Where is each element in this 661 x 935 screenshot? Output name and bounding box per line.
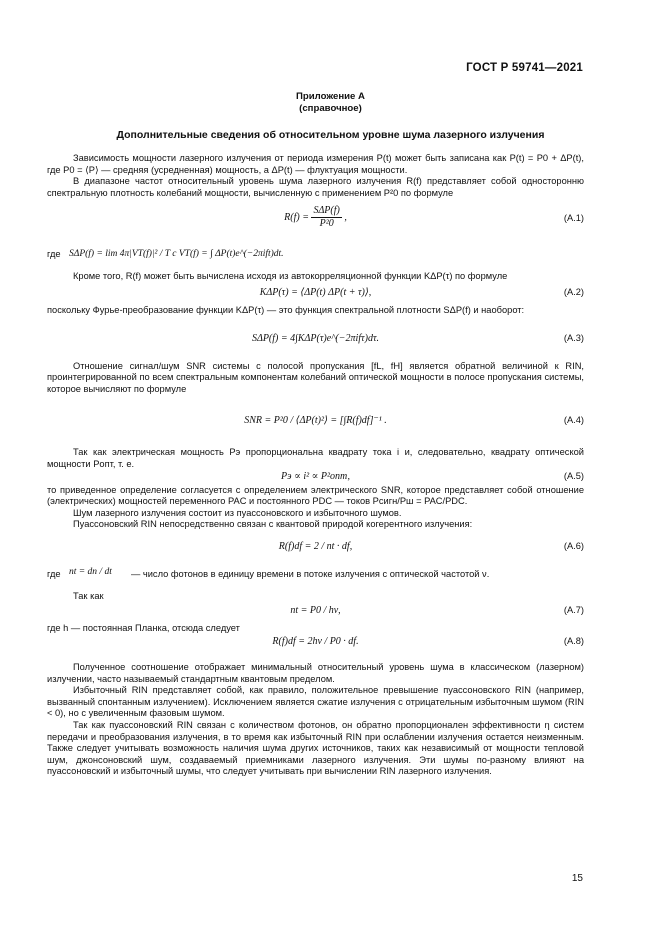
paragraph-1: Зависимость мощности лазерного излучения от периода измерения P(t) может быть записана как P(t) = P0 + ΔP(t), где P0 = ⟨P⟩ — средняя (усредненная) мощность, а ΔP(t) — флуктуация мощности. — [47, 153, 584, 175]
paragraph-4: поскольку Фурье-преобразование функции KΔP(τ) — это функция спектральной плотности SΔP(f) и наоборот: — [47, 304, 525, 315]
standard-header: ГОСТ Р 59741—2021 — [466, 62, 583, 74]
annex-subtitle: (справочное) — [299, 103, 362, 114]
formula-a1 — [47, 199, 584, 235]
formula-a3-label: (A.3) — [563, 332, 584, 343]
where-text-2: — число фотонов в единицу времени в потоке излучения с оптической частотой ν. — [131, 568, 490, 579]
where-formula-2: nt = dn / dt — [69, 566, 112, 577]
formula-a3-expr: SΔP(f) = 4∫KΔP(τ)e^(−2πifτ)dτ. — [251, 332, 380, 344]
annex-title: Приложение А — [296, 91, 365, 102]
annex-heading — [0, 91, 661, 115]
where-block-1 — [47, 235, 584, 271]
formula-a5 — [47, 471, 584, 485]
where-formula-1: SΔP(f) = lim 4π|VT(f)|² / T с VT(f) = ∫ ΔP(t)e^(−2πift)dt. — [69, 249, 284, 260]
formula-a1-lhs: R(f) = — [284, 212, 309, 224]
formula-a1-tail: , — [344, 212, 347, 224]
formula-a1-label: (A.1) — [563, 213, 584, 224]
paragraph-13: Полученное соотношение отображает минимальный относительный уровень шума в классическом (лазерном) излучении, часто называемый стандартным квантовым пределом. — [47, 662, 584, 684]
formula-a6-expr: R(f)df = 2 / nt · df, — [278, 540, 353, 552]
formula-a4-label: (A.4) — [563, 415, 584, 426]
paragraph-12: где h — постоянная Планка, отсюда следует — [47, 622, 240, 633]
paragraph-8: Шум лазерного излучения состоит из пуассоновского и избыточного шумов. — [73, 507, 402, 518]
paragraph-14: Избыточный RIN представляет собой, как правило, положительное превышение пуассоновского RIN (например, вызванный спонтанным излучением). Исключением является сжатие излучения с отрицательным избыточным шумом (RIN < 0), но с увеличенным фазовым шумом. — [47, 685, 584, 719]
formula-a7-expr: nt = P0 / hν, — [290, 604, 341, 616]
formula-a4-expr: SNR = P²0 / ⟨ΔP(t)²⟩ = [∫R(f)df]⁻¹ . — [244, 415, 387, 427]
paragraph-11: Так как — [73, 590, 104, 601]
paragraph-7: то приведенное определение согласуется с определением электрического SNR, которое представляет собой отношение (электрических) мощностей переменного PAC и постоянного PDC — токов Pсигн/Pш = PAC/PDC. — [47, 484, 584, 507]
paragraph-2: В диапазоне частот относительный уровень шума лазерного излучения R(f) представляет собой односторонню спектральную плотность колебаний мощности, вычисленную с применением P²0 по формуле — [47, 176, 584, 198]
formula-a7-label: (A.7) — [563, 604, 584, 615]
formula-a8-expr: R(f)df = 2hν / P0 · df. — [272, 636, 359, 648]
formula-a7 — [47, 603, 584, 623]
formula-a1-denominator: P²0 — [319, 218, 334, 230]
where-block-2 — [47, 563, 584, 591]
where-word-1: где — [47, 249, 61, 260]
paragraph-3: Кроме того, R(f) может быть вычислена исходя из автокорреляционной функции KΔP(τ) по формуле — [73, 271, 508, 282]
formula-a6 — [47, 531, 584, 563]
document-body — [47, 153, 584, 778]
page-number: 15 — [571, 873, 583, 884]
section-title: Дополнительные сведения об относительном уровне шума лазерного излучения — [116, 129, 545, 141]
formula-a2 — [47, 283, 584, 305]
formula-a3 — [47, 317, 584, 361]
formula-a5-expr: Pэ ∝ i² ∝ P²опт, — [281, 470, 350, 482]
formula-a1-numerator: SΔP(f) — [313, 205, 340, 217]
formula-a5-label: (A.5) — [563, 470, 584, 481]
where-word-2: где — [47, 568, 61, 579]
paragraph-15: Так как пуассоновский RIN связан с количеством фотонов, он обратно пропорционален эффективности η систем передачи и преобразования излучения, в то время как избыточный RIN при ослаблении излучения остается неизменным. Также следует учитывать возможность наличия шума других источников, таких как независимый от мощности тепловой шум, джонсоновский шум, создаваемый приемниками лазерного излучения. Эти шумы по-разному влияют на пуассоновский и избыточный шумы, что следует учитывать при вычислении RIN лазерного излучения. — [47, 720, 584, 777]
formula-a8-label: (A.8) — [563, 636, 584, 647]
formula-a8 — [47, 634, 584, 658]
formula-a1-fraction — [311, 205, 341, 230]
paragraph-6: Так как электрическая мощность Pэ пропорциональна квадрату тока i и, следовательно, квадрату оптической мощности Pопт, т. е. — [47, 447, 584, 469]
formula-a2-label: (A.2) — [563, 286, 584, 297]
formula-a4 — [47, 395, 584, 447]
formula-a6-label: (A.6) — [563, 540, 584, 551]
paragraph-9: Пуассоновский RIN непосредственно связан с квантовой природой когерентного излучения: — [73, 519, 473, 530]
formula-a2-expr: KΔP(τ) = ⟨ΔP(t) ΔP(t + τ)⟩, — [259, 286, 372, 298]
paragraph-5: Отношение сигнал/шум SNR системы с полосой пропускания [fL, fH] является обратной величиной к RIN, проинтегрированной по всем спектральным компонентам колебаний оптической мощности в полосе пропускания системы, которое вычисляют по формуле — [47, 360, 584, 394]
